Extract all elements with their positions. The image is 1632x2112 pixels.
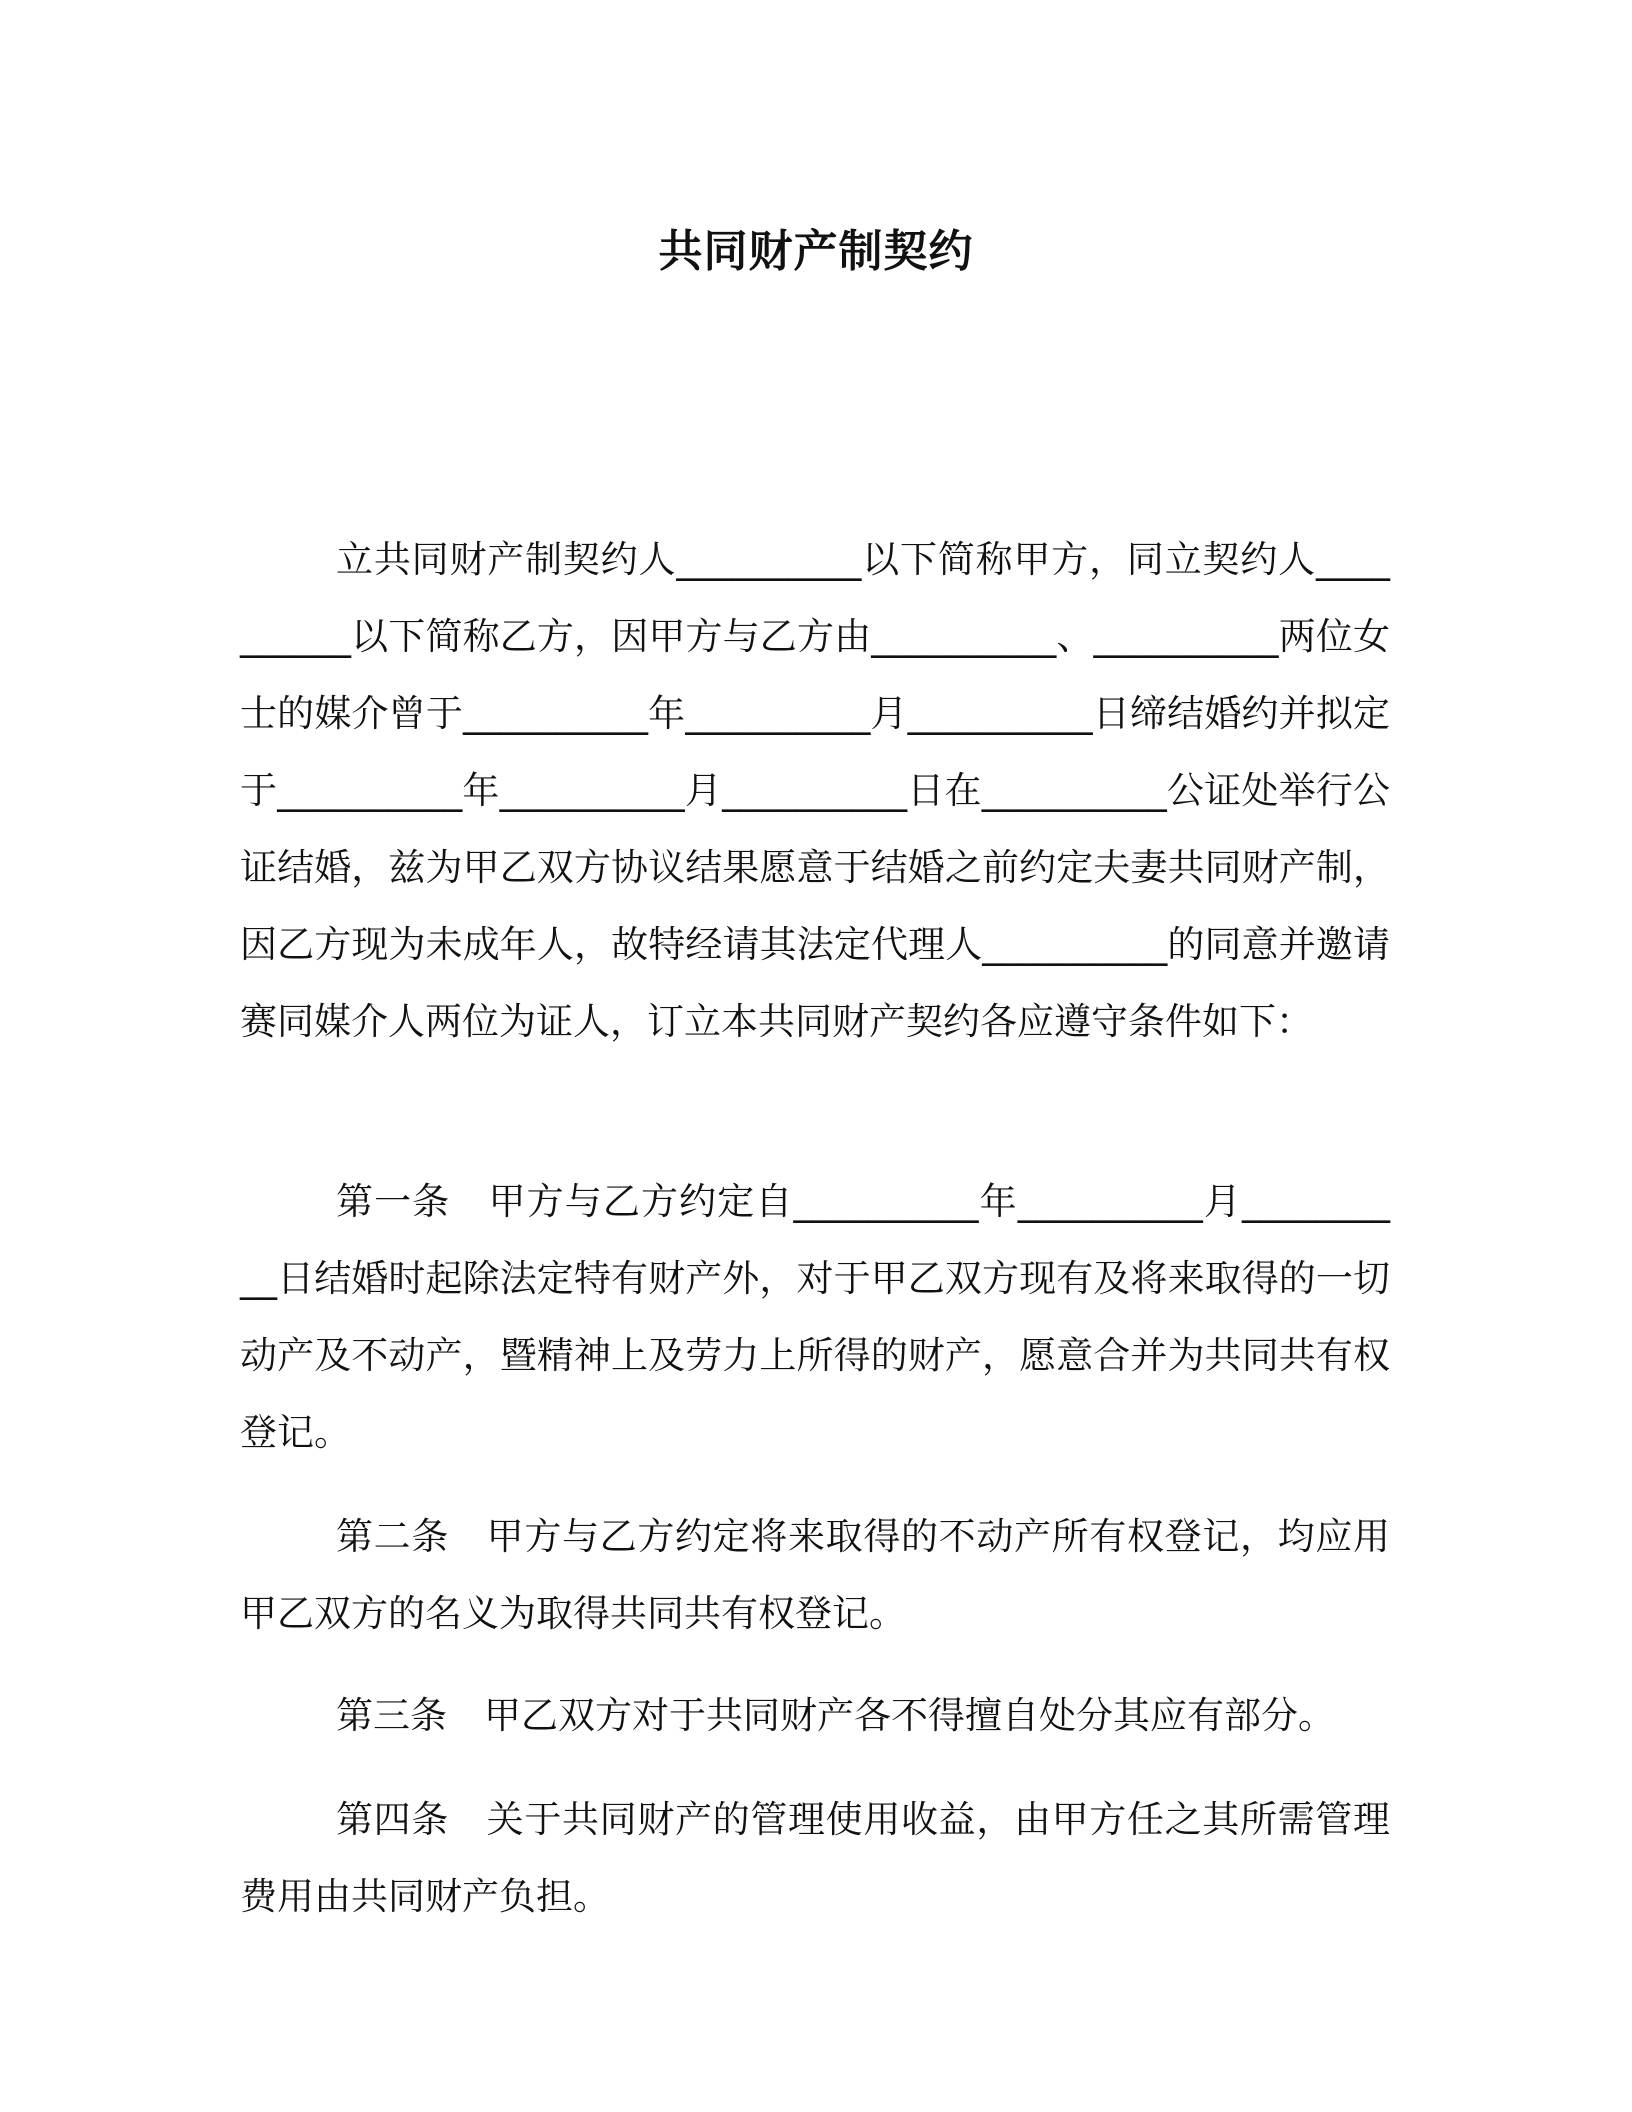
article-1: 第一条 甲方与乙方约定自__________年__________月__________日结婚时起除法定特有财产外，对于甲乙双方现有及将来取得的一切动产及不动产，暨精神上及劳力上所得的财产，愿意合并为共同共有权登记。 bbox=[240, 1180, 1390, 1454]
article-2: 第二条 甲方与乙方约定将来取得的不动产所有权登记，均应用甲乙双方的名义为取得共同共有权登记。 bbox=[240, 1515, 1390, 1635]
document-title: 共同财产制契约 bbox=[658, 226, 974, 277]
intro-paragraph: 立共同财产制契约人__________以下简称甲方，同立契约人__________以下简称乙方，因甲方与乙方由__________、__________两位女士的媒介曾于__________年__________月__________日缔结婚约并拟定于__________年__________月__________日在__________公证处举行公证结婚，兹为甲乙双方协议结果愿意于结婚之前约定夫妻共同财产制，因乙方现为未成年人，故特经请其法定代理人__________的同意并邀请赛同媒介人两位为证人，订立本共同财产契约各应遵守条件如下： bbox=[240, 538, 1390, 1043]
article-4: 第四条 关于共同财产的管理使用收益，由甲方任之其所需管理费用由共同财产负担。 bbox=[240, 1798, 1390, 1918]
article-3: 第三条 甲乙双方对于共同财产各不得擅自处分其应有部分。 bbox=[336, 1694, 1335, 1737]
